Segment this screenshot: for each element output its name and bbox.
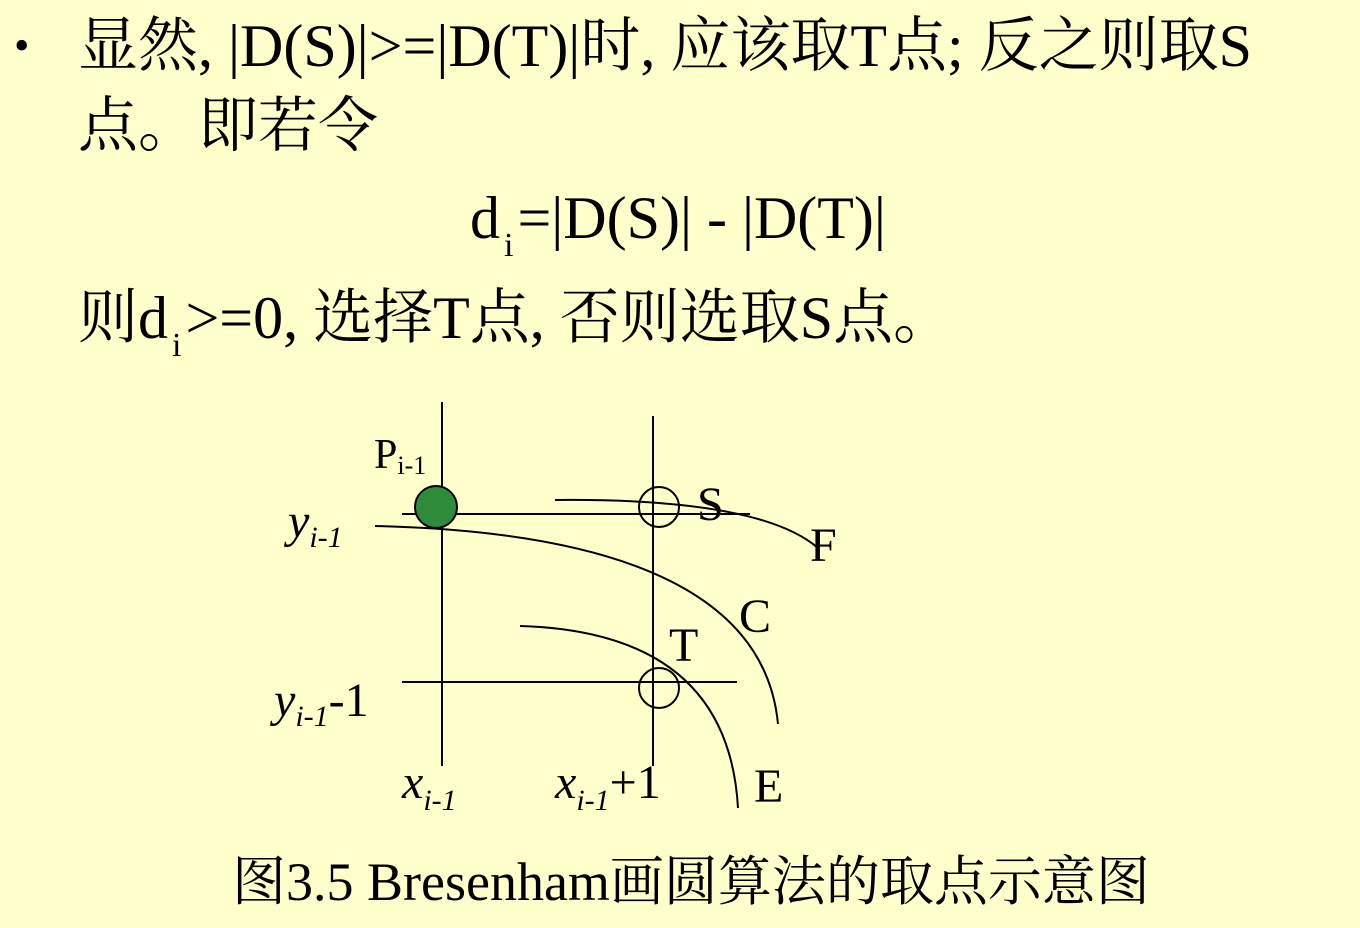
label-y-i-1-minus-1: $y_{i-1}-1$ [274, 674, 369, 733]
decision-rule-subscript: i [172, 327, 182, 364]
point-s [639, 487, 679, 527]
formula-subscript: i [504, 227, 514, 264]
label-f: F [810, 519, 837, 572]
bullet-point: • [14, 21, 30, 70]
decision-rule-prefix: 则d [78, 285, 168, 351]
text-line-2: 点。即若令 [78, 93, 378, 159]
label-x-i-1-plus-1: $x_{i-1}+1$ [555, 756, 661, 817]
point-p-i-1 [415, 486, 457, 528]
formula-variable: d [470, 185, 500, 251]
figure-caption: 图3.5 Bresenham画圆算法的取点示意图 [232, 852, 1150, 912]
label-p: Pi-1 [374, 432, 427, 480]
label-x-i-1: $x_{i-1}$ [402, 756, 457, 817]
label-y-i-1: $y_{i-1}$ [288, 495, 343, 554]
arc-f [555, 500, 818, 548]
text-line-1: 显然, |D(S)|>=|D(T)|时, 应该取T点; 反之则取S [78, 13, 1253, 79]
label-s: S [697, 478, 724, 531]
label-c: C [739, 590, 772, 643]
arc-c [375, 526, 778, 724]
label-e: E [754, 760, 784, 813]
decision-rule-text: >=0, 选择T点, 否则选取S点。 [185, 285, 954, 351]
label-t: T [669, 619, 699, 672]
formula-expression: =|D(S)| - |D(T)| [517, 185, 886, 251]
point-t [639, 668, 679, 708]
